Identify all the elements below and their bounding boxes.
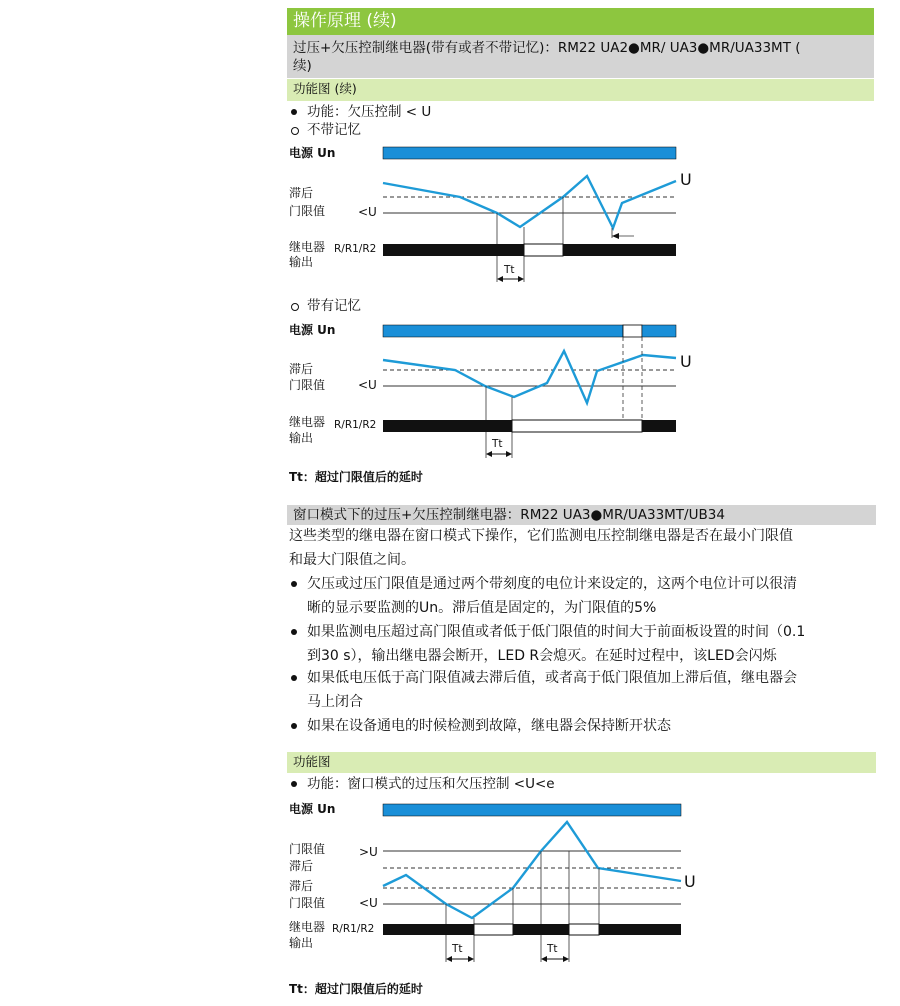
relay-terminals-3: R/R1/R2 — [332, 923, 375, 935]
bullet-line1: 如果低电压低于高门限值减去滞后值，或者高于低门限值加上滞后值，继电器会 — [307, 670, 797, 686]
hysteresis-label-3b: 滞后 — [289, 879, 314, 893]
tt-arrowhead-right — [468, 956, 474, 962]
relay-label-2a: 继电器 — [289, 415, 326, 429]
lt-u-label-3: <U — [359, 896, 378, 910]
tt-label-1: Tt — [504, 264, 515, 276]
power-label-2: 电源 Un — [289, 323, 336, 337]
relay-label-3b: 输出 — [289, 936, 314, 950]
subsection-title-line2: 续) — [293, 58, 312, 74]
hyst-label-2a: 滞后 — [289, 362, 314, 376]
function-diagram-header-2-label: 功能图 — [293, 754, 331, 769]
tt-note-1: Tt：超过门限值后的延时 — [289, 470, 423, 484]
subsection-title-line1: 过压+欠压控制继电器(带有或者不带记忆)：RM22 UA2●MR/ UA3●MR/UA33MT ( — [293, 40, 801, 56]
window-mode-title: 窗口模式下的过压+欠压控制继电器：RM22 UA3●MR/UA33MT/UB34 — [293, 507, 725, 523]
u-label-2: U — [680, 352, 692, 371]
power-label-1: 电源 Un — [289, 146, 336, 160]
option-with-memory-text: 带有记忆 — [307, 298, 361, 314]
intro-line2: 和最大门限值之间。 — [289, 552, 415, 568]
tt-label-3a: Tt — [452, 943, 463, 955]
relay-on-segment — [599, 924, 681, 935]
relay-label-1a: 继电器 — [289, 240, 326, 254]
relay-off-segment — [569, 924, 599, 935]
hysteresis-label-3a: 滞后 — [289, 859, 314, 873]
page-title: 操作原理 (续) — [293, 11, 397, 31]
gt-u-label-3: >U — [359, 845, 378, 859]
tt-label-3b: Tt — [547, 943, 558, 955]
function-diagram-header-label: 功能图 (续) — [293, 81, 357, 96]
tt-label-2: Tt — [492, 438, 503, 450]
hyst-label-1b: 门限值 — [289, 204, 326, 218]
bullet-line1: 如果在设备通电的时候检测到故障，继电器会保持断开状态 — [307, 718, 671, 734]
option-no-memory-text: 不带记忆 — [307, 122, 361, 138]
tt-arrowhead-left — [541, 956, 547, 962]
bullet-line2: 到30 s），输出继电器会断开，LED R会熄灭。在延时过程中，该LED会闪烁 — [307, 648, 777, 664]
relay-terminals-1: R/R1/R2 — [334, 243, 377, 255]
intro-line1: 这些类型的继电器在窗口模式下操作，它们监测电压控制继电器是否在最小门限值 — [289, 528, 793, 544]
hyst-label-2b: 门限值 — [289, 378, 326, 392]
bullet-line1: 欠压或过压门限值是通过两个带刻度的电位计来设定的，这两个电位计可以很清 — [307, 576, 797, 592]
lt-u-label-1: <U — [358, 205, 377, 219]
hyst-label-1a: 滞后 — [289, 186, 314, 200]
function-bullet-text: 功能：欠压控制 < U — [307, 104, 432, 120]
lt-u-label-2: <U — [358, 378, 377, 392]
relay-label-2b: 输出 — [289, 431, 314, 445]
tt-note-2: Tt：超过门限值后的延时 — [289, 982, 423, 996]
power-bar — [383, 804, 681, 816]
relay-on-segment — [383, 924, 474, 935]
u-label-1: U — [680, 170, 692, 189]
function-bullet-2-text: 功能：窗口模式的过压和欠压控制 <U<e — [307, 776, 555, 792]
threshold-label-3a: 门限值 — [289, 842, 326, 856]
power-label-3: 电源 Un — [289, 802, 336, 816]
tt-arrowhead-right — [563, 956, 569, 962]
threshold-label-3b: 门限值 — [289, 896, 326, 910]
relay-off-segment — [474, 924, 513, 935]
relay-label-1b: 输出 — [289, 255, 314, 269]
u-label-3: U — [684, 872, 696, 891]
bullet-line2: 晰的显示要监测的Un。滞后值是固定的，为门限值的5% — [307, 600, 657, 616]
relay-label-3a: 继电器 — [289, 920, 326, 934]
tt-arrowhead-left — [446, 956, 452, 962]
relay-on-segment — [513, 924, 569, 935]
relay-terminals-2: R/R1/R2 — [334, 419, 377, 431]
bullet-line2: 马上闭合 — [307, 694, 363, 710]
bullet-line1: 如果监测电压超过高门限值或者低于低门限值的时间大于前面板设置的时间（0.1 — [307, 624, 806, 640]
